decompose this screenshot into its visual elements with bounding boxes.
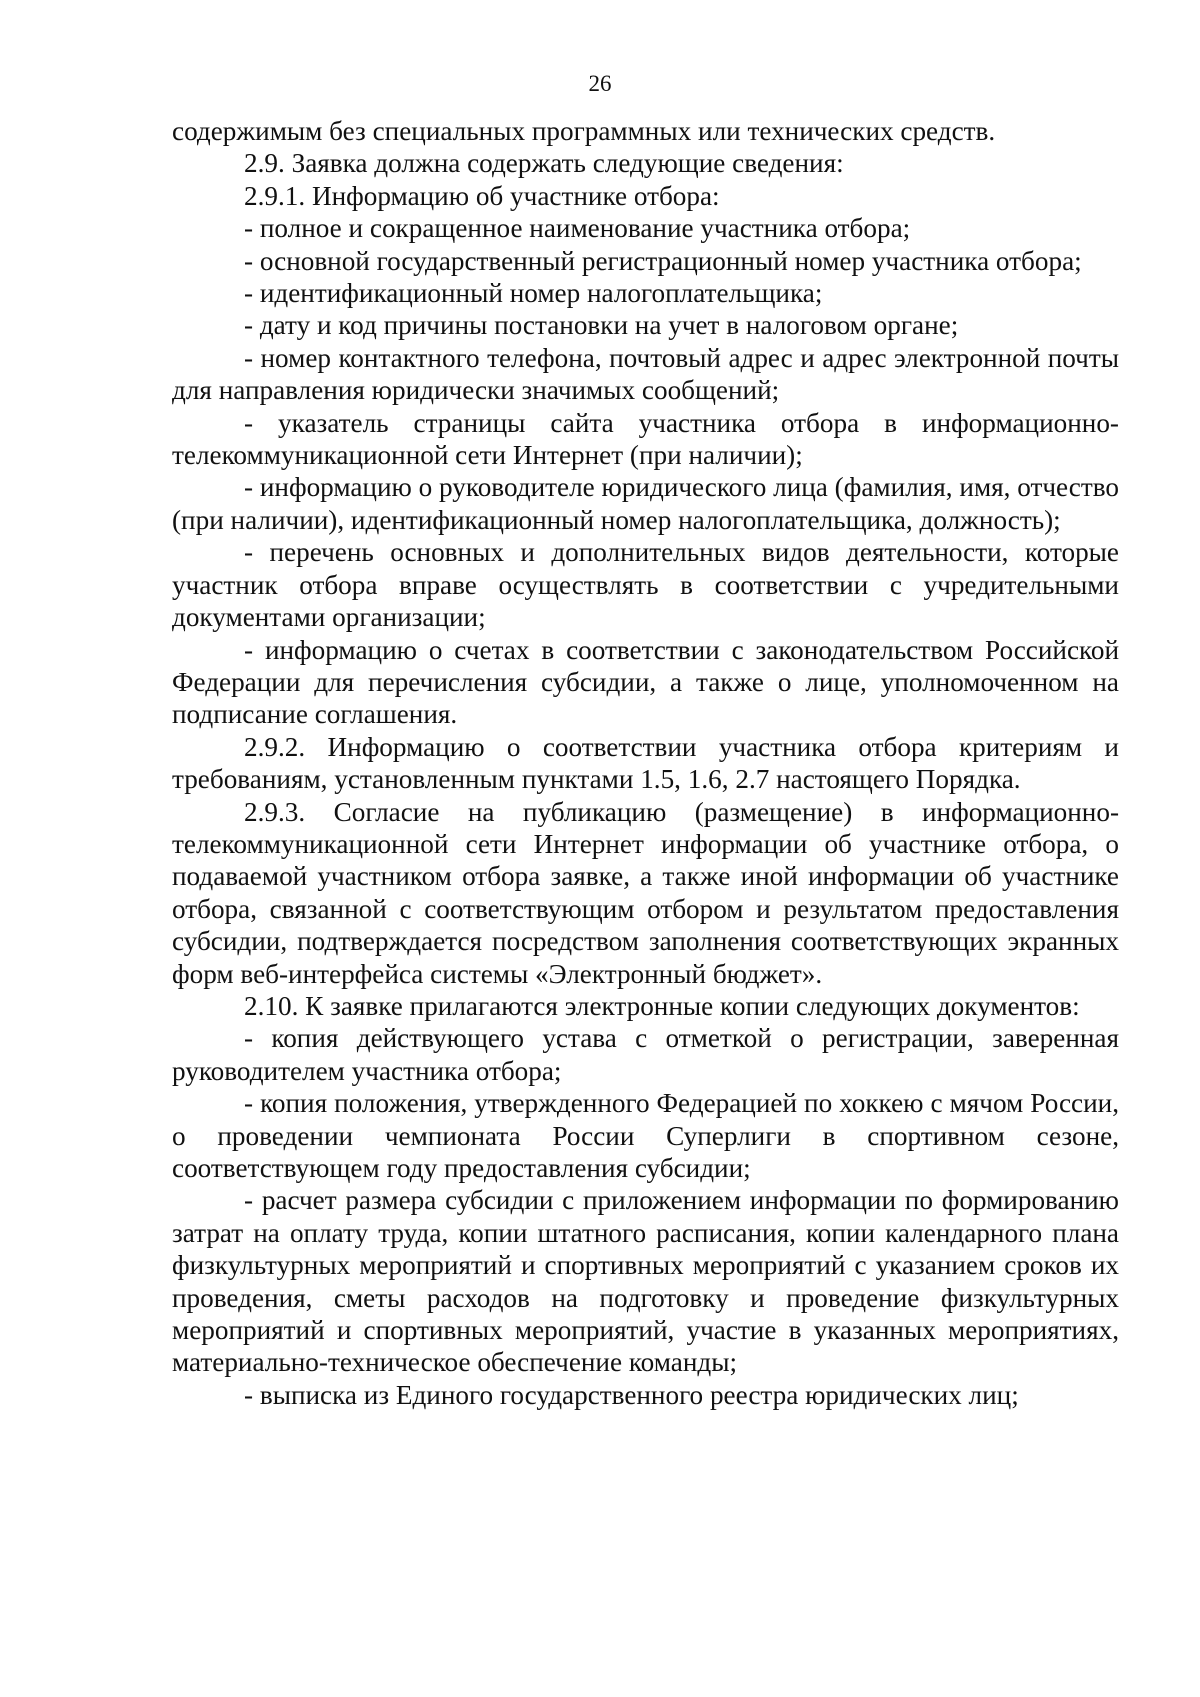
paragraph-6: - идентификационный номер налогоплательщика; [244,278,823,309]
paragraph-17: - копия положения, утвержденного Федерацией по хоккею с мячом России, о проведении чемпионата России Суперлиги в спортивном сезоне, соответствующем году предоставления субсидии; [172,1088,1119,1183]
document-body [172,115,1119,1411]
paragraph-19: - выписка из Единого государственного реестра юридических лиц; [244,1379,1019,1410]
paragraph-13: 2.9.2. Информацию о соответствии участника отбора критериям и требованиям, установленным пунктами 1.5, 1.6, 2.7 настоящего Порядка. [172,731,1119,795]
paragraph-4: - полное и сокращенное наименование участника отбора; [244,213,911,244]
paragraph-8: - номер контактного телефона, почтовый адрес и адрес электронной почты для направления юридически значимых сообщений; [172,342,1119,406]
paragraph-10: - информацию о руководителе юридического лица (фамилия, имя, отчество (при наличии), идентификационный номер налогоплательщика, должность); [172,472,1119,535]
paragraph-3: 2.9.1. Информацию об участнике отбора: [244,180,720,211]
paragraph-5: - основной государственный регистрационный номер участника отбора; [244,245,1082,276]
paragraph-11: - перечень основных и дополнительных видов деятельности, которые участник отбора вправе осуществлять в соответствии с учредительными документами организации; [172,537,1119,633]
paragraph-16: - копия действующего устава с отметкой о регистрации, заверенная руководителем участника отбора; [172,1023,1119,1086]
paragraph-18: - расчет размера субсидии с приложением информации по формированию затрат на оплату труда, копии штатного расписания, копии календарного плана физкультурных мероприятий и спортивных мероприятий с указанием сроков их проведения, сметы расходов на подготовку и проведение физкультурных мероприятий и спортивных мероприятий, участие в указанных мероприятиях, материально-техническое обеспечение команды; [172,1185,1119,1378]
paragraph-14: 2.9.3. Согласие на публикацию (размещение) в информационно-телекоммуникационной сети Интернет информации об участнике отбора, о подаваемой участником отбора заявке, а также иной информации об участнике отбора, связанной с соответствующим отбором и результатом предоставления субсидии, подтверждается посредством заполнения соответствующих экранных форм веб-интерфейса системы «Электронный бюджет». [172,796,1119,989]
page-number: 26 [588,71,612,96]
paragraph-2: 2.9. Заявка должна содержать следующие сведения: [244,148,844,179]
paragraph-1: содержимым без специальных программных или технических средств. [172,116,996,146]
paragraph-15: 2.10. К заявке прилагаются электронные копии следующих документов: [244,990,1080,1021]
paragraph-7: - дату и код причины постановки на учет в налоговом органе; [244,310,959,341]
paragraph-9: - указатель страницы сайта участника отбора в информационно-телекоммуникационной сети Интернет (при наличии); [172,407,1119,471]
paragraph-12: - информацию о счетах в соответствии с законодательством Российской Федерации для перечисления субсидии, а также о лице, уполномоченном на подписание соглашения. [172,634,1119,730]
